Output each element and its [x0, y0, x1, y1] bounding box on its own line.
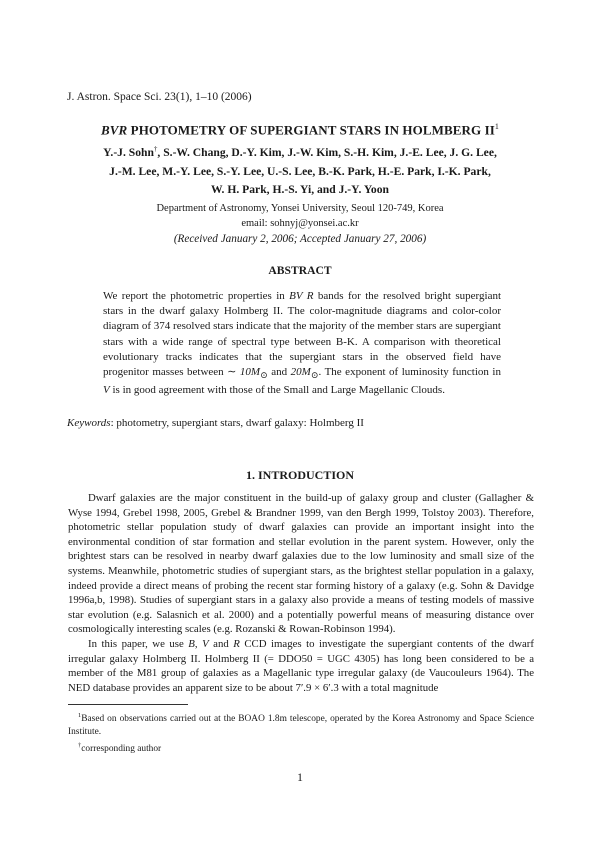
abstract-part: is in good agreement with those of the Small and Large Magellanic Clouds.: [109, 384, 445, 397]
math-v: V: [103, 384, 110, 397]
footnote-mark: 1: [78, 712, 82, 719]
keywords-text: : photometry, supergiant stars, dwarf galaxy: Holmberg II: [110, 417, 364, 429]
paper-title: [60, 122, 540, 138]
text-part: CCD images to investigate the supergiant contents of the dwarf irregular galaxy Holmberg II. Holmberg II (= DDO50 = UGC 4305) has long been considered to be a member of the M81 group of galaxies as a Magellanic type irregular galaxy (de Vaucouleurs 1964). The NED database provides an apparent size to be about 7′.9 × 6′.3 with a total magnitude: [68, 637, 534, 694]
abstract-part: We report the photometric properties in: [103, 290, 290, 302]
title-footnote-mark: 1: [494, 122, 500, 131]
math-r: R: [233, 637, 240, 650]
sun-symbol: ⊙: [310, 370, 319, 381]
paragraph-2: [68, 637, 534, 695]
author-line-3: W. H. Park, H.-S. Yi, and J.-Y. Yoon: [211, 183, 389, 197]
body-text: [68, 491, 534, 695]
math-b: B: [188, 637, 195, 650]
abstract-text: [103, 289, 501, 399]
title-prefix: BVR: [100, 122, 128, 138]
footnotes: [68, 709, 534, 756]
author-first: Y.-J. Sohn: [103, 146, 154, 160]
author-line-2: J.-M. Lee, M.-Y. Lee, S.-Y. Lee, U.-S. Lee, B.-K. Park, H.-E. Park, I.-K. Park,: [109, 164, 491, 178]
email: email: sohnyj@yonsei.ac.kr: [241, 217, 359, 229]
text-part: and: [208, 637, 234, 650]
text-part: ,: [194, 637, 203, 650]
page-number: 1: [297, 770, 303, 784]
abstract-heading: ABSTRACT: [268, 264, 332, 277]
section-heading: 1. INTRODUCTION: [245, 468, 354, 482]
math-bvr: BV R: [289, 290, 314, 302]
abstract-part: . The exponent of luminosity function in: [318, 366, 501, 379]
author-line-1: [60, 140, 540, 162]
math-mass-1: 10M: [239, 366, 261, 379]
math-mass-2: 20M: [290, 366, 311, 379]
journal-reference: J. Astron. Space Sci. 23(1), 1–10 (2006): [67, 91, 252, 103]
title-block: [60, 122, 540, 231]
footnote-text: Based on observations carried out at the BOAO 1.8m telescope, operated by the Korea Astronomy and Space Science Institute.: [68, 714, 534, 738]
affiliation: Department of Astronomy, Yonsei University, Seoul 120-749, Korea: [156, 202, 444, 214]
footnote-1: [68, 709, 534, 739]
abstract-part: bands for the resolved bright supergiant stars in the dwarf galaxy Holmberg II. The color-magnitude diagrams and color-color diagram of 374 resolved stars indicate that the majority of the member stars are supergiant stars with a wide range of spectral type between B-K. A comparison with theoretical evolutionary tracks indicates that the supergiant stars in the observed field have progenitor masses between ∼: [103, 290, 502, 379]
footnote-mark: †: [78, 742, 82, 750]
keywords-label: Keywords: [67, 417, 111, 429]
corresponding-mark: †: [153, 145, 158, 154]
footnote-2: [68, 739, 534, 756]
received-dates: (Received January 2, 2006; Accepted January 27, 2006): [173, 233, 427, 245]
keywords: [67, 417, 364, 429]
author-list: [60, 140, 540, 199]
paragraph-1: Dwarf galaxies are the major constituent in the build-up of galaxy group and cluster (Gallagher & Wyse 1994, Grebel 1998, 2005, Grebel & Brandner 1999, van den Bergh 1999, Tolstoy 2003). Therefore, photometric stellar population study of dwarf galaxies can provide an important insight into the environmental condition of star formation and stellar evolution in the parent system. However, only the brightest stars can be resolved in nearby dwarf galaxies due to the low luminosity and small size of the systems. Meanwhile, photometric studies of supergiant stars, as the brightest stellar population in a galaxy, indeed provide a direct means of probing the recent star forming history of a galaxy (e.g. Sohn & Davidge 1996a,b, 1998). Studies of supergiant stars in a galaxy also provide a means of testing models of massive star evolution (e.g. Salasnich et al. 2000) and a potentially powerful means of measuring distance over cosmologically interesting scales (e.g. Rozanski & Rowan-Robinson 1994).: [68, 492, 534, 636]
author-line-1-rest: , S.-W. Chang, D.-Y. Kim, J.-W. Kim, S.-H. Kim, J.-E. Lee, J. G. Lee,: [157, 146, 497, 160]
math-v: V: [202, 637, 209, 650]
footnote-divider: [68, 704, 188, 705]
footnote-text: corresponding author: [81, 744, 162, 755]
abstract-part: and: [267, 366, 291, 379]
text-part: In this paper, we use: [88, 637, 189, 650]
sun-symbol: ⊙: [260, 370, 268, 381]
title-main: PHOTOMETRY OF SUPERGIANT STARS IN HOLMBERG II: [127, 122, 495, 138]
